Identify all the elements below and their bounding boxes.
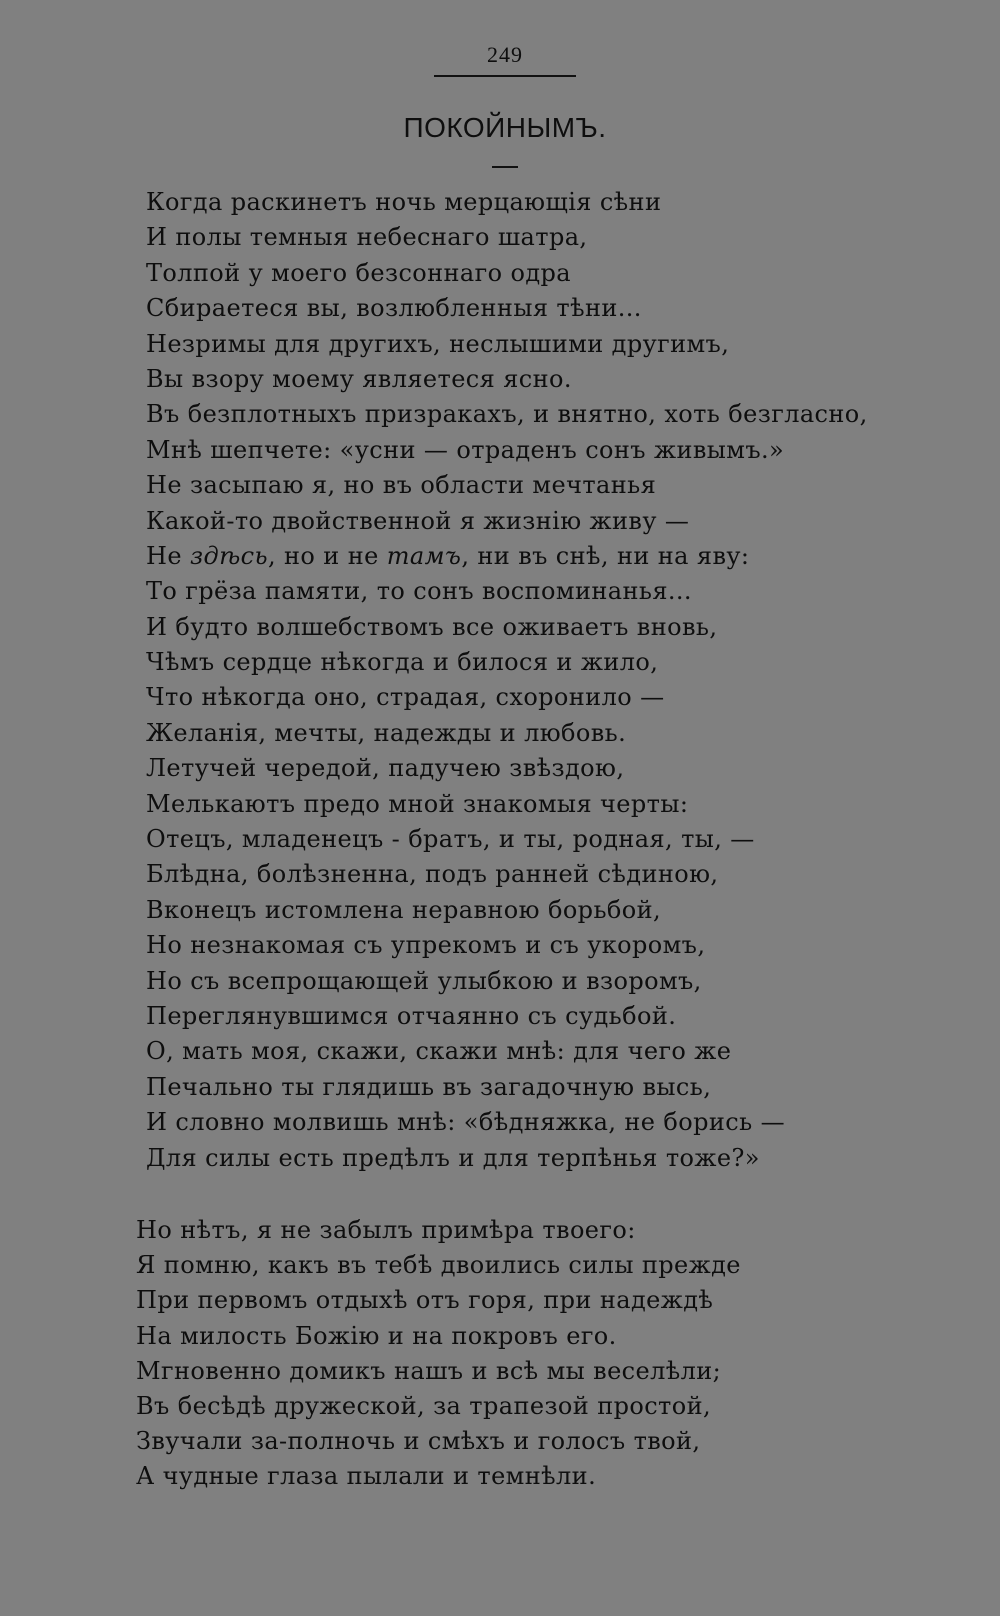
poem-title: ПОКОЙНЫМЪ. bbox=[403, 112, 607, 143]
poem-line: Для силы есть предѣлъ и для терпѣнья тоже?» bbox=[146, 1143, 760, 1172]
poem-line: Мгновенно домикъ нашъ и всѣ мы веселѣли; bbox=[136, 1356, 722, 1385]
poem-line: Я помню, какъ въ тебѣ двоились силы прежде bbox=[136, 1251, 741, 1280]
poem-line: Переглянувшимся отчаянно съ судьбой. bbox=[146, 1001, 677, 1030]
poem-line-with-italics: Не здѣсь, но и не тамъ, ни въ снѣ, ни на яву: bbox=[146, 541, 750, 570]
poem-line: При первомъ отдыхѣ отъ горя, при надеждѣ bbox=[136, 1286, 714, 1315]
header-rule bbox=[434, 75, 576, 77]
poem-line: Толпой у моего безсоннаго одра bbox=[146, 258, 571, 287]
poem-line: Сбираетеся вы, возлюбленныя тѣни... bbox=[146, 294, 642, 323]
poem-line: Не засыпаю я, но въ области мечтанья bbox=[146, 471, 657, 500]
italic-word-there: тамъ bbox=[386, 541, 462, 570]
title-dash bbox=[492, 166, 518, 168]
poem-line: Вконецъ истомлена неравною борьбой, bbox=[146, 895, 662, 924]
poem-line: Въ безплотныхъ призракахъ, и внятно, хоть безгласно, bbox=[146, 400, 868, 429]
stanza-1 bbox=[146, 185, 868, 1176]
poem-line: И будто волшебствомъ все оживаетъ вновь, bbox=[146, 612, 718, 641]
poem-line: И полы темныя небеснаго шатра, bbox=[146, 223, 588, 252]
poem-line: Но незнакомая съ упрекомъ и съ укоромъ, bbox=[146, 931, 706, 960]
poem-line: Летучей чередой, падучею звѣздою, bbox=[146, 754, 625, 783]
poem-line: И словно молвишь мнѣ: «бѣдняжка, не борись — bbox=[146, 1108, 785, 1137]
italic-word-here: здѣсь bbox=[189, 541, 268, 570]
poem-line: Мнѣ шепчете: «усни — отраденъ сонъ живымъ.» bbox=[146, 435, 785, 464]
poem-line: Но съ всепрощающей улыбкою и взоромъ, bbox=[146, 966, 702, 995]
poem-line: Мелькаютъ предо мной знакомыя черты: bbox=[146, 789, 689, 818]
poem-line: Что нѣкогда оно, страдая, схоронило — bbox=[146, 683, 665, 712]
poem-line: Какой-то двойственной я жизнію живу — bbox=[146, 506, 690, 535]
poem-line: Желанія, мечты, надежды и любовь. bbox=[146, 718, 627, 747]
poem-line: А чудные глаза пылали и темнѣли. bbox=[136, 1462, 597, 1491]
stanza-2 bbox=[136, 1213, 741, 1495]
poem-line: Печально ты глядишь въ загадочную высь, bbox=[146, 1072, 712, 1101]
poem-line: Чѣмъ сердце нѣкогда и билося и жило, bbox=[146, 648, 659, 677]
poem-line: То грёза памяти, то сонъ воспоминанья... bbox=[146, 577, 692, 606]
poem-line: Отецъ, младенецъ - братъ, и ты, родная, ты, — bbox=[146, 825, 755, 854]
poem-line: Незримы для другихъ, неслышими другимъ, bbox=[146, 329, 730, 358]
poem-line: На милость Божію и на покровъ его. bbox=[136, 1321, 617, 1350]
poem-line: О, мать моя, скажи, скажи мнѣ: для чего же bbox=[146, 1037, 732, 1066]
poem-line: Въ бесѣдѣ дружеской, за трапезой простой, bbox=[136, 1391, 712, 1420]
page-number: 249 bbox=[487, 42, 523, 67]
poem-line: Но нѣтъ, я не забылъ примѣра твоего: bbox=[136, 1216, 636, 1244]
poem-line: Блѣдна, болѣзненна, подъ ранней сѣдиною, bbox=[146, 860, 719, 889]
poem-line: Вы взору моему являетеся ясно. bbox=[146, 364, 572, 393]
poem-line: Звучали за-полночь и смѣхъ и голосъ твой, bbox=[136, 1427, 701, 1456]
poem-line: Когда раскинетъ ночь мерцающія сѣни bbox=[146, 188, 662, 216]
